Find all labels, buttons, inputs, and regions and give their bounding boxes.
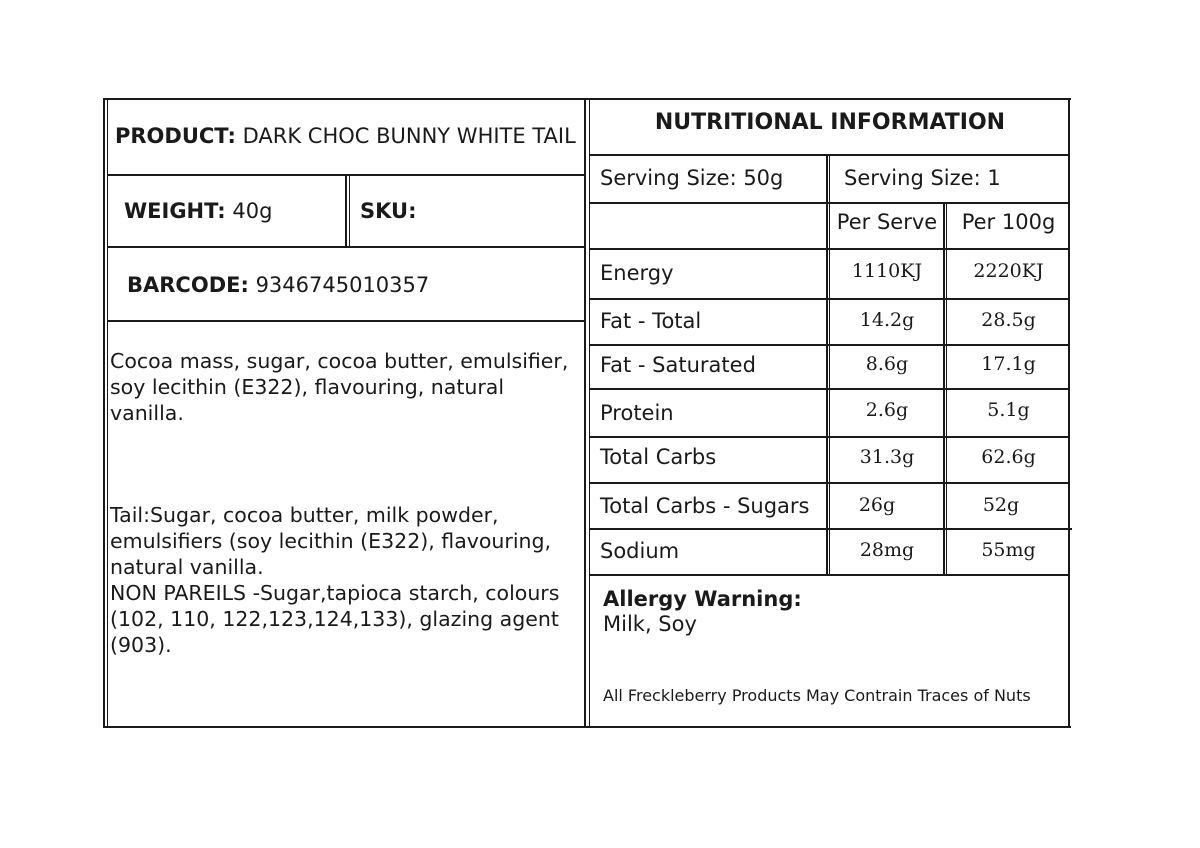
nutrient-name: Protein bbox=[600, 401, 674, 425]
barcode-label: BARCODE: bbox=[127, 273, 249, 297]
ingredients-tail: Tail:Sugar, cocoa butter, milk powder, emulsifiers (soy lecithin (E322), flavouring, natural vanilla. NON PAREILS -Sugar,tapioca starch, colours (102, 110, 122,123,124,133), glazing agent (903). bbox=[110, 503, 560, 657]
nutrient-name: Energy bbox=[600, 261, 674, 285]
product-row bbox=[115, 126, 576, 147]
servings-per-pack: Serving Size: 1 bbox=[844, 166, 1001, 190]
weight-label: WEIGHT: bbox=[124, 199, 226, 223]
per-100g-value: 62.6g bbox=[981, 446, 1036, 468]
sku-label: SKU: bbox=[360, 199, 417, 223]
product-label: PRODUCT: bbox=[115, 124, 236, 148]
weight-row bbox=[124, 201, 272, 222]
per-100g-value: 17.1g bbox=[981, 353, 1036, 375]
nutrient-name: Total Carbs bbox=[600, 445, 717, 469]
column-header-per-serve: Per Serve bbox=[836, 210, 938, 234]
serving-size: Serving Size: 50g bbox=[600, 166, 784, 190]
per-serve-value: 28mg bbox=[859, 539, 915, 561]
nutrition-title: NUTRITIONAL INFORMATION bbox=[654, 110, 1006, 135]
per-100g-value: 28.5g bbox=[981, 309, 1036, 331]
product-name: DARK CHOC BUNNY WHITE TAIL bbox=[242, 124, 576, 148]
per-serve-value: 26g bbox=[858, 494, 896, 516]
allergy-warning-label: Allergy Warning: bbox=[603, 587, 802, 611]
barcode-value: 9346745010357 bbox=[255, 273, 430, 297]
per-serve-value: 2.6g bbox=[865, 399, 909, 421]
per-100g-value: 5.1g bbox=[987, 399, 1030, 421]
per-100g-value: 52g bbox=[982, 494, 1020, 516]
per-100g-value: 55mg bbox=[981, 539, 1036, 561]
nutrient-name: Sodium bbox=[600, 539, 680, 563]
per-100g-value: 2220KJ bbox=[973, 260, 1044, 282]
nutrient-name: Fat - Total bbox=[600, 309, 702, 333]
sku-row bbox=[360, 201, 416, 222]
barcode-row bbox=[127, 275, 429, 296]
weight-value: 40g bbox=[232, 199, 273, 223]
per-serve-value: 31.3g bbox=[859, 446, 915, 468]
per-serve-value: 14.2g bbox=[859, 309, 915, 331]
nutrient-name: Fat - Saturated bbox=[600, 353, 756, 377]
per-serve-value: 8.6g bbox=[865, 353, 909, 375]
nutrient-name: Total Carbs - Sugars bbox=[600, 494, 810, 518]
allergy-warning-value: Milk, Soy bbox=[603, 612, 697, 636]
column-header-per-100g: Per 100g bbox=[961, 210, 1056, 234]
per-serve-value: 1110KJ bbox=[851, 260, 923, 282]
ingredients-main: Cocoa mass, sugar, cocoa butter, emulsifier, soy lecithin (E322), flavouring, natural vanilla. bbox=[110, 349, 569, 425]
nut-traces-disclaimer: All Freckleberry Products May Contrain Traces of Nuts bbox=[603, 686, 1031, 705]
ingredients bbox=[110, 322, 582, 684]
